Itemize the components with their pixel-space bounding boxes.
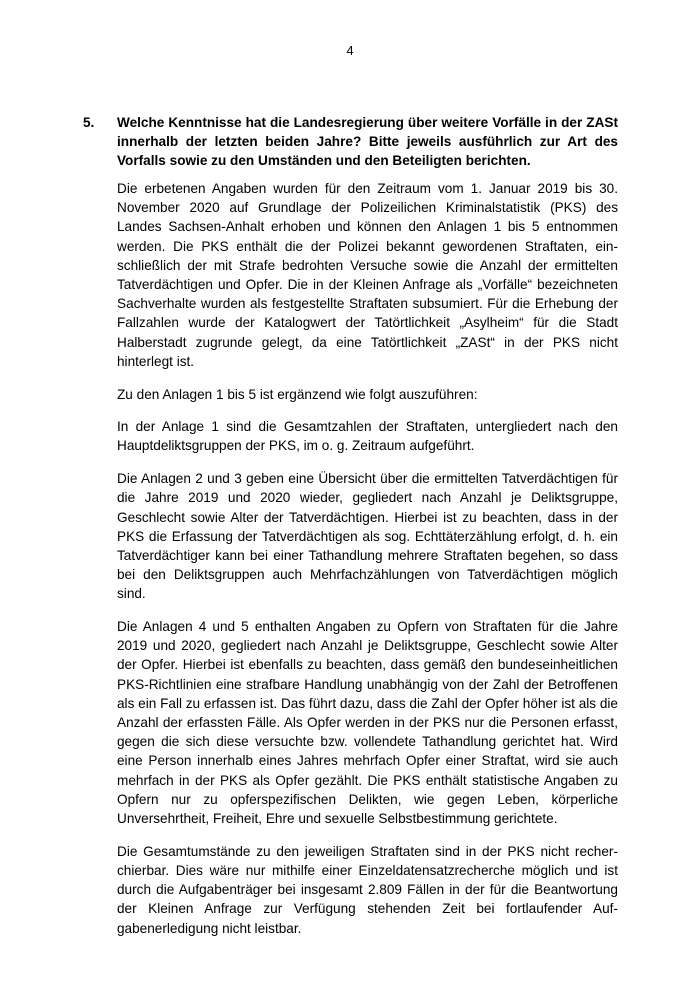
page-number: 4: [346, 43, 354, 58]
answer-paragraph-5: Die Anlagen 4 und 5 enthalten Angaben zu Opfern von Straftaten für die Jahre 2019 und 2020, gegliedert nach Anzahl je Deliktsgruppe, Geschlecht sowie Alter der Opfer. Hierbei ist ebenfalls zu beachten, dass gemäß den bundeseinheitlichen PKS-Richtlinien eine strafbare Handlung unabhängig von der Zahl der Betroffenen als ein Fall zu erfassen ist. Das führt dazu, dass die Zahl der Opfer höher ist als die Anzahl der erfassten Fälle. Als Opfer werden in der PKS nur die Personen erfasst, gegen die sich diese versuchte bzw. vollendete Tathandlung gerichtet hat. Wird eine Person innerhalb eines Jahres mehrfach Opfer einer Straftat, wird sie auch mehrfach in der PKS als Opfer gezählt. Die PKS enthält statistische Angaben zu Opfern nur zu opferspezifischen Delikten, wie gegen Leben, körperliche Unversehrtheit, Freiheit, Ehre und sexuelle Selbstbestimmung gerichtete.: [117, 619, 618, 827]
answer-block: [117, 179, 618, 951]
answer-paragraph-1: Die erbetenen Angaben wurden für den Zeitraum vom 1. Januar 2019 bis 30. November 2020 auf Grundlage der Polizeilichen Kriminalstatistik (PKS) des Landes Sachsen-Anhalt erhoben und können den Anlagen 1 bis 5 entnommen werden. Die PKS enthält die der Polizei bekannt gewordenen Straftaten, einschließlich der mit Strafe bedrohten Versuche sowie die Anzahl der ermittelten Tatverdächtigen und Opfer. Die in der Kleinen Anfrage als „Vorfälle“ bezeichneten Sachverhalte wurden als festgestellte Straftaten subsumiert. Für die Erhebung der Fallzahlen wurde der Katalogwert der Tatörtlichkeit „Asylheim“ für die Stadt Halberstadt zugrunde gelegt, da eine Tatörtlichkeit „ZASt“ in der PKS nicht hinterlegt ist.: [117, 181, 618, 369]
answer-paragraph-3: In der Anlage 1 sind die Gesamtzahlen der Straftaten, untergliedert nach den Hauptdeliktsgruppen der PKS, im o. g. Zeitraum aufgeführt.: [117, 419, 618, 454]
answer-paragraph-2: Zu den Anlagen 1 bis 5 ist ergänzend wie folgt auszuführen:: [117, 386, 478, 402]
question-text: Welche Kenntnisse hat die Landesregierung über weitere Vorfälle in der ZASt innerhalb der letzten beiden Jahre? Bitte jeweils ausführlich zur Art des Vorfalls sowie zu den Umständen und den Beteiligten berichten.: [117, 115, 618, 168]
question-block: [83, 113, 618, 170]
question-number: 5.: [83, 115, 95, 130]
answer-paragraph-6: Die Gesamtumstände zu den jeweiligen Straftaten sind in der PKS nicht recherchierbar. Dies wäre nur mithilfe einer Einzeldatensatzrecherche möglich und ist durch die Aufgabenträger bei insgesamt 2.809 Fällen in der für die Beantwortung der Kleinen Anfrage zur Verfügung stehenden Zeit bei fortlaufender Aufgabenerledigung nicht leistbar.: [117, 843, 618, 936]
answer-paragraph-4: Die Anlagen 2 und 3 geben eine Übersicht über die ermittelten Tatverdächtigen für die Jahre 2019 und 2020 wieder, gegliedert nach Anzahl je Deliktsgruppe, Geschlecht sowie Alter der Tatverdächtigen. Hierbei ist zu beachten, dass in der PKS die Erfassung der Tatverdächtigen als sog. Echttäterzählung erfolgt, d. h. ein Tatverdächtiger kann bei einer Tathandlung mehrere Straftaten begehen, so dass bei den Deliktsgruppen auch Mehrfachzählungen von Tatverdächtigen möglich sind.: [117, 471, 618, 602]
